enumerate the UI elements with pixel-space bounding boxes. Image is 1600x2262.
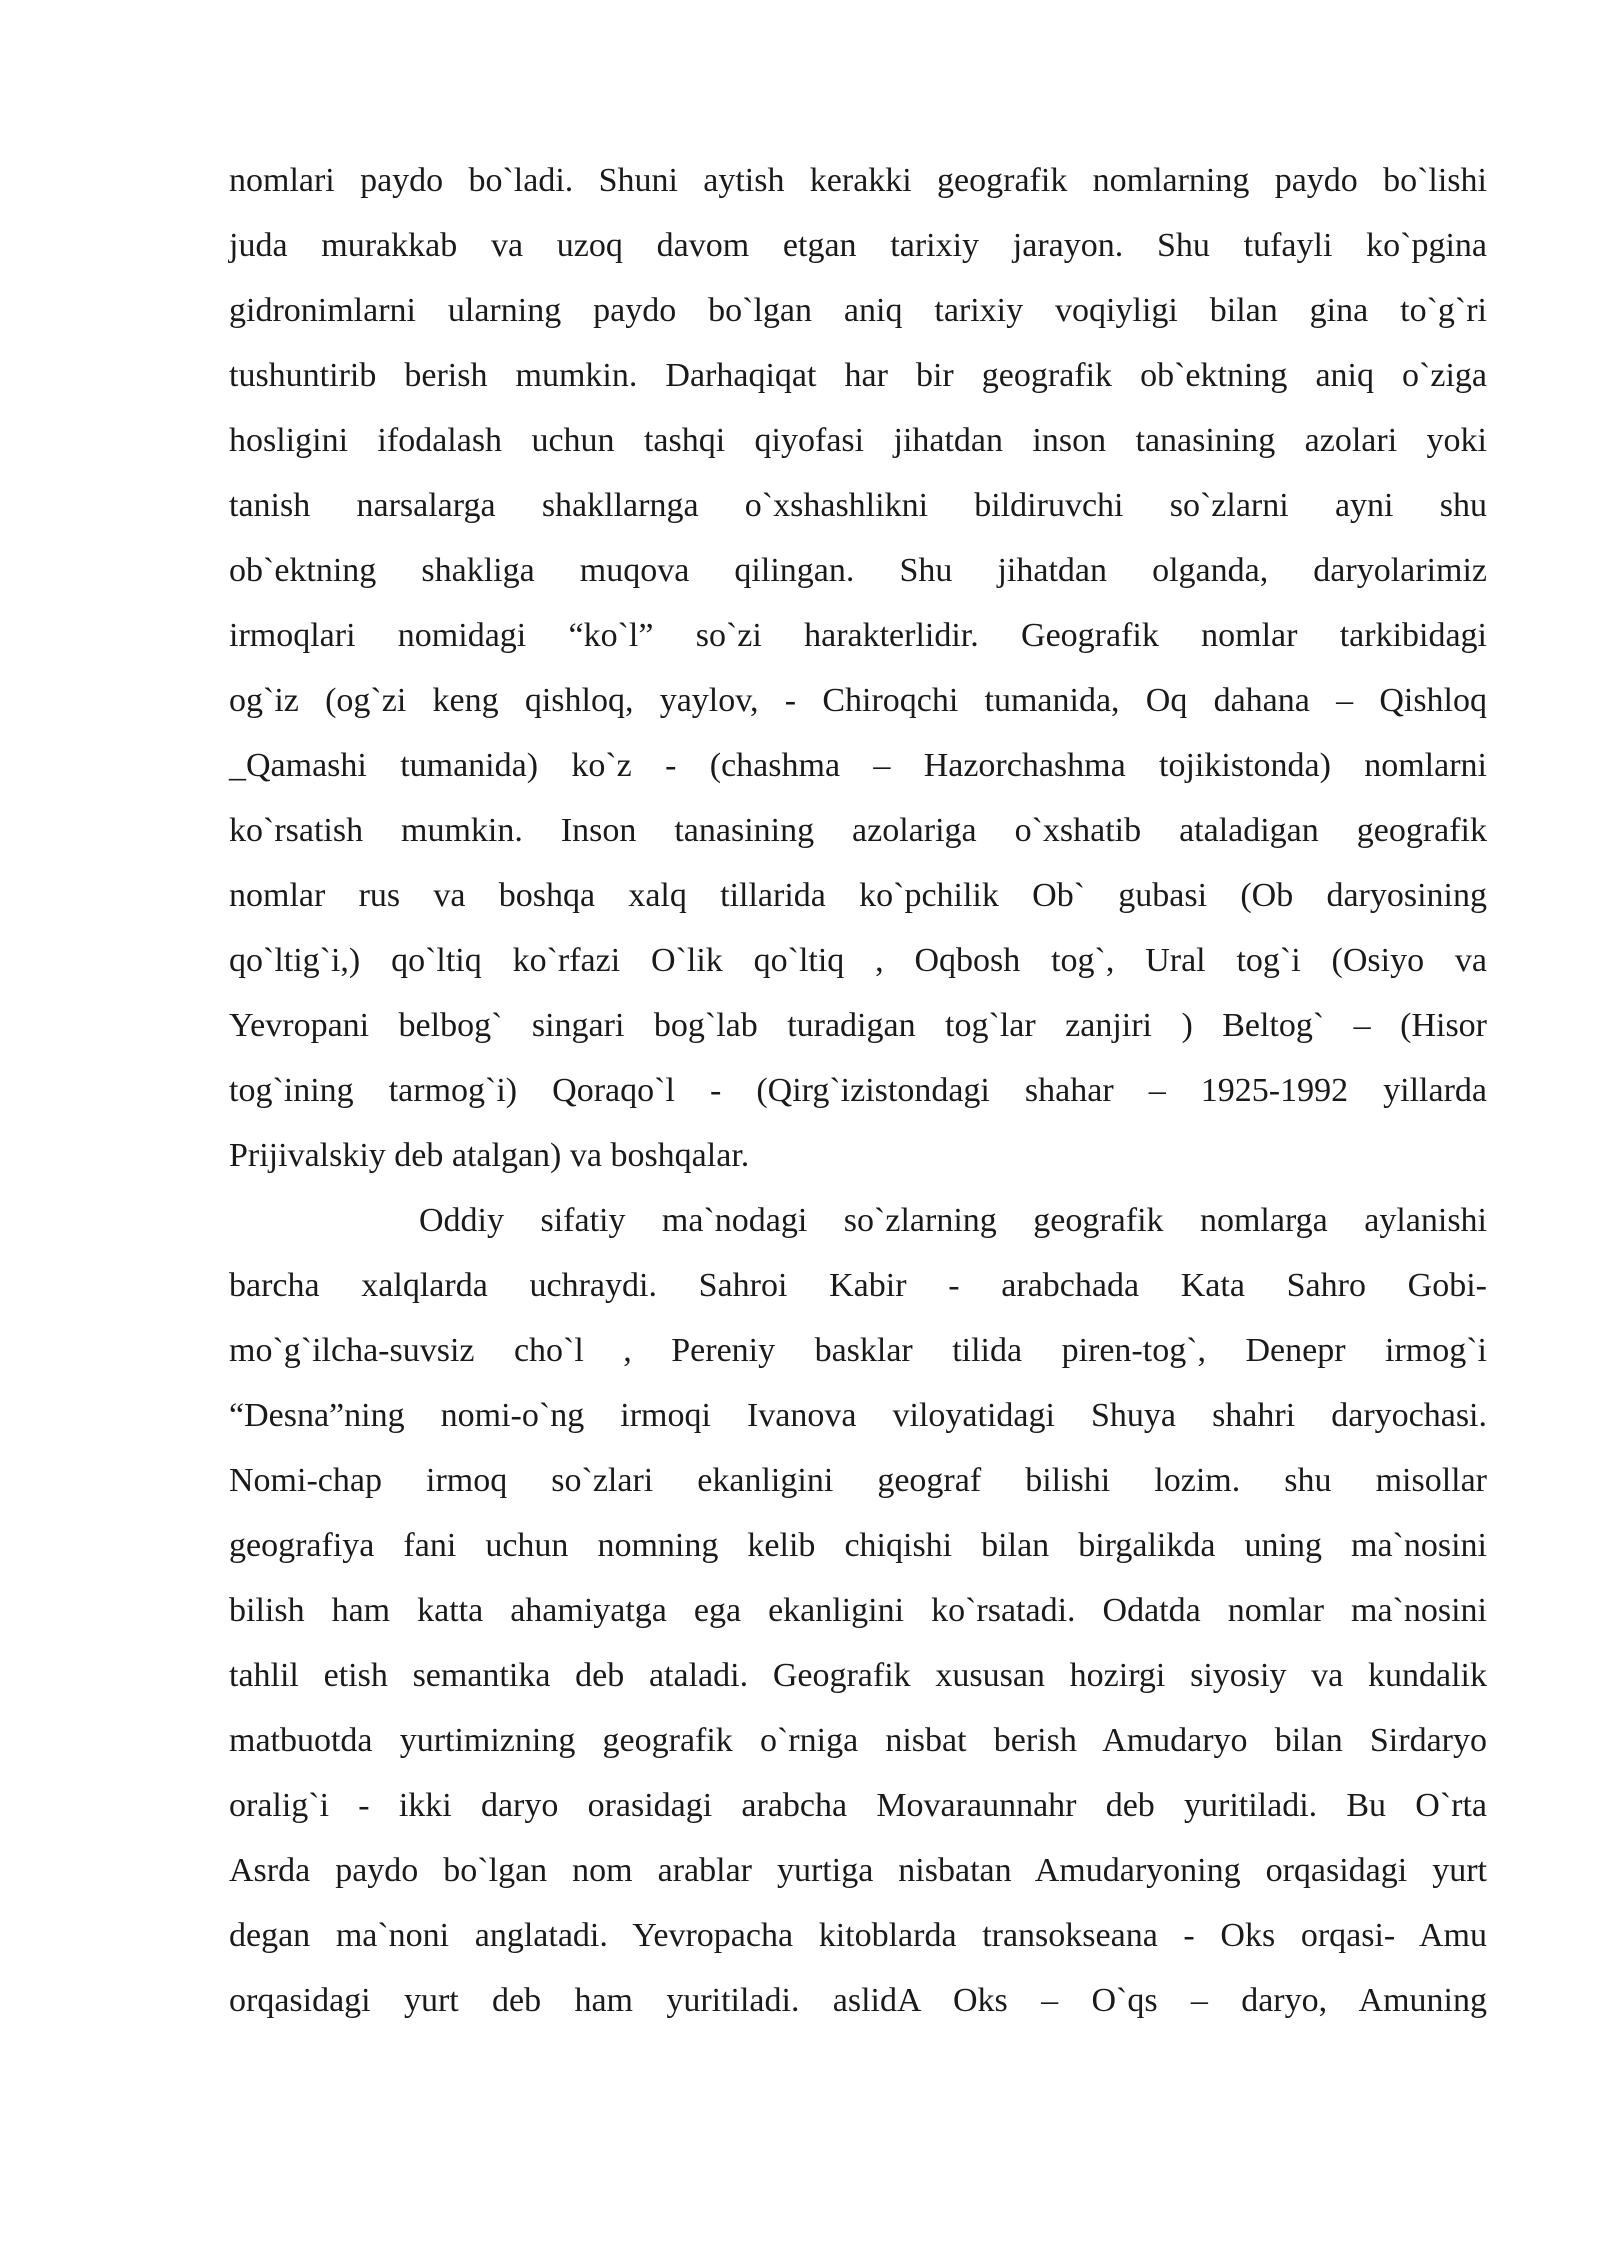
text-line: Nomi-chap irmoq so`zlari ekanligini geograf bilishi lozim. shu misollar bbox=[229, 1462, 1487, 1499]
text-line: ko`rsatish mumkin. Inson tanasining azolariga o`xshatib ataladigan geografik bbox=[229, 812, 1487, 849]
text-line: degan ma`noni anglatadi. Yevropacha kitoblarda transokseana - Oks orqasi- Amu bbox=[229, 1917, 1487, 1954]
text-line: Prijivalskiy deb atalgan) va boshqalar. bbox=[229, 1137, 750, 1174]
text-line: og`iz (og`zi keng qishloq, yaylov, - Chiroqchi tumanida, Oq dahana – Qishloq bbox=[229, 682, 1487, 719]
text-line: _Qamashi tumanida) ko`z - (chashma – Hazorchashma tojikistonda) nomlarni bbox=[229, 747, 1487, 784]
paragraph-first-line: Oddiy sifatiy ma`nodagi so`zlarning geografik nomlarga aylanishi bbox=[419, 1202, 1487, 1239]
text-line: mo`g`ilcha-suvsiz cho`l , Pereniy basklar tilida piren-tog`, Denepr irmog`i bbox=[229, 1332, 1487, 1369]
text-line: Asrda paydo bo`lgan nom arablar yurtiga nisbatan Amudaryoning orqasidagi yurt bbox=[229, 1852, 1487, 1889]
text-line: bilish ham katta ahamiyatga ega ekanligini ko`rsatadi. Odatda nomlar ma`nosini bbox=[229, 1592, 1487, 1629]
text-line: oralig`i - ikki daryo orasidagi arabcha Movaraunnahr deb yuritiladi. Bu O`rta bbox=[229, 1787, 1487, 1824]
text-line: barcha xalqlarda uchraydi. Sahroi Kabir - arabchada Kata Sahro Gobi- bbox=[229, 1267, 1487, 1304]
text-line: irmoqlari nomidagi “ko`l” so`zi harakterlidir. Geografik nomlar tarkibidagi bbox=[229, 617, 1487, 654]
text-line: orqasidagi yurt deb ham yuritiladi. aslidA Oks – O`qs – daryo, Amuning bbox=[229, 1982, 1487, 2019]
text-line: hosligini ifodalash uchun tashqi qiyofasi jihatdan inson tanasining azolari yoki bbox=[229, 422, 1487, 459]
text-line: juda murakkab va uzoq davom etgan tarixiy jarayon. Shu tufayli ko`pgina bbox=[229, 227, 1487, 264]
text-line: matbuotda yurtimizning geografik o`rniga nisbat berish Amudaryo bilan Sirdaryo bbox=[229, 1722, 1487, 1759]
text-line: Yevropani belbog` singari bog`lab turadigan tog`lar zanjiri ) Beltog` – (Hisor bbox=[229, 1007, 1487, 1044]
text-line: geografiya fani uchun nomning kelib chiqishi bilan birgalikda uning ma`nosini bbox=[229, 1527, 1487, 1564]
text-line: tushuntirib berish mumkin. Darhaqiqat har bir geografik ob`ektning aniq o`ziga bbox=[229, 357, 1487, 394]
text-line: tog`ining tarmog`i) Qoraqo`l - (Qirg`izistondagi shahar – 1925-1992 yillarda bbox=[229, 1072, 1487, 1109]
text-line: tahlil etish semantika deb ataladi. Geografik xususan hozirgi siyosiy va kundalik bbox=[229, 1657, 1487, 1694]
document-body bbox=[229, 148, 1487, 2033]
text-line: “Desna”ning nomi-o`ng irmoqi Ivanova viloyatidagi Shuya shahri daryochasi. bbox=[229, 1397, 1487, 1434]
text-line: nomlar rus va boshqa xalq tillarida ko`pchilik Ob` gubasi (Ob daryosining bbox=[229, 877, 1487, 914]
text-line: qo`ltig`i,) qo`ltiq ko`rfazi O`lik qo`ltiq , Oqbosh tog`, Ural tog`i (Osiyo va bbox=[229, 942, 1487, 979]
text-line: nomlari paydo bo`ladi. Shuni aytish kerakki geografik nomlarning paydo bo`lishi bbox=[229, 162, 1487, 199]
text-line: ob`ektning shakliga muqova qilingan. Shu jihatdan olganda, daryolarimiz bbox=[229, 552, 1487, 589]
text-line: gidronimlarni ularning paydo bo`lgan aniq tarixiy voqiyligi bilan gina to`g`ri bbox=[229, 292, 1487, 329]
text-line: tanish narsalarga shakllarnga o`xshashlikni bildiruvchi so`zlarni ayni shu bbox=[229, 487, 1487, 524]
